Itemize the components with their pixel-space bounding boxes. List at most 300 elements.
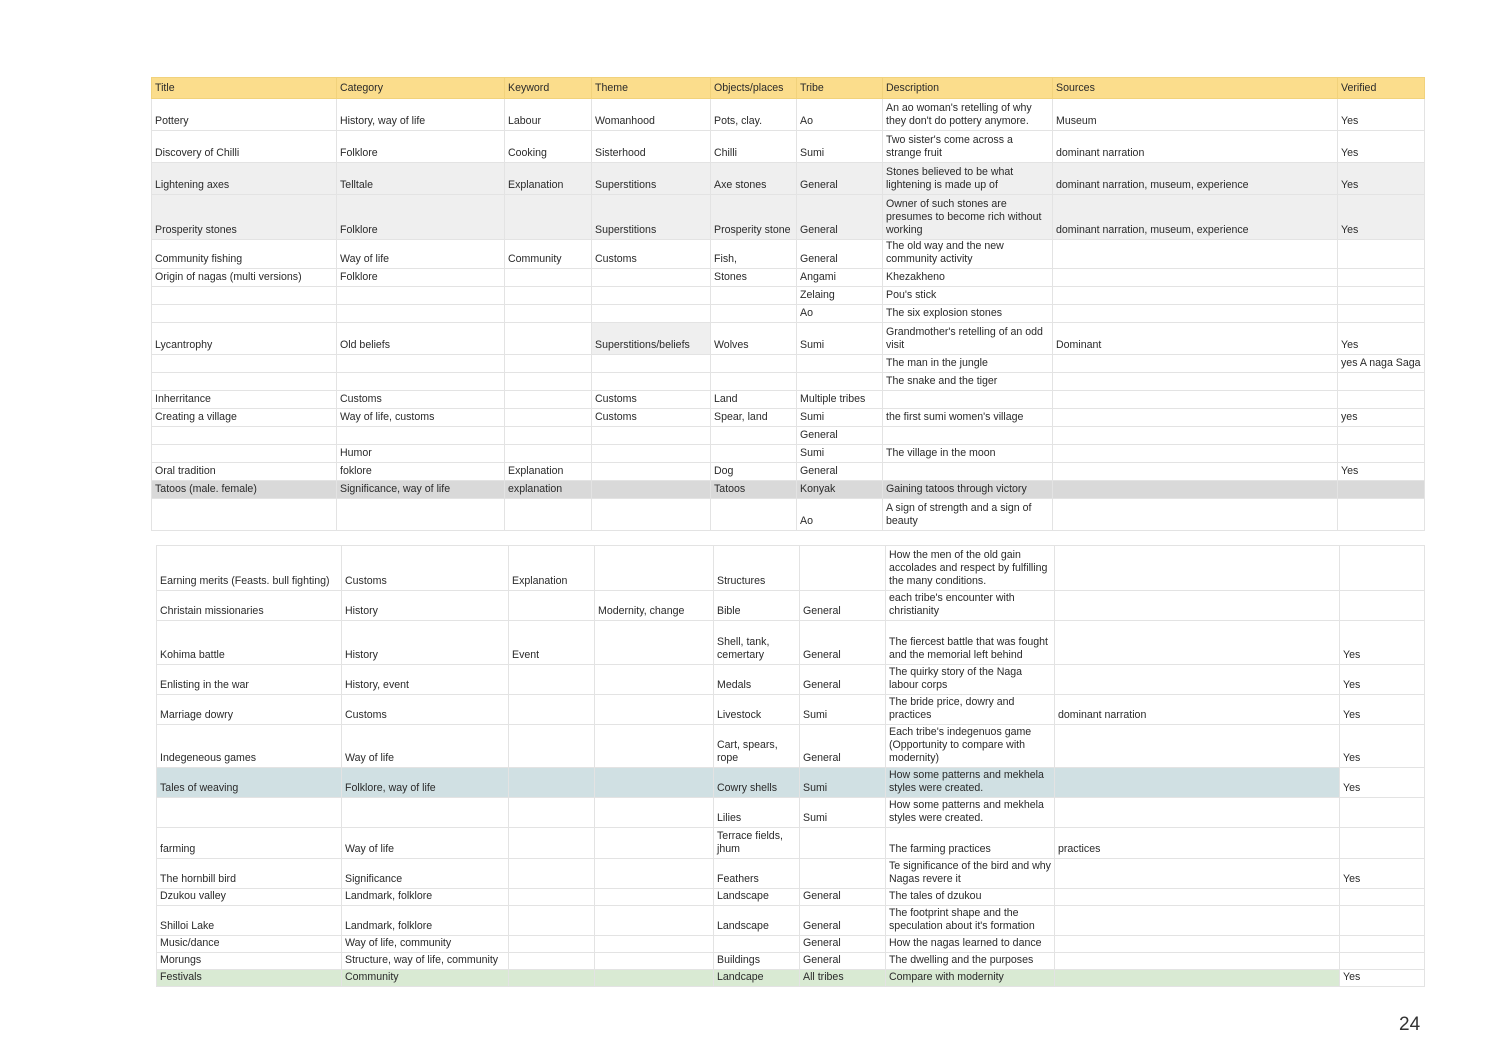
table-row <box>157 970 1425 987</box>
cell-theme <box>595 546 714 591</box>
cell-title: Marriage dowry <box>157 695 342 725</box>
cell-theme: Customs <box>592 240 711 269</box>
cell-description: The bride price, dowry and practices <box>886 695 1055 725</box>
cell-verified: Yes <box>1338 195 1425 240</box>
cell-verified <box>1338 499 1425 531</box>
cell-title: Indegeneous games <box>157 725 342 768</box>
cell-category <box>337 305 505 323</box>
cell-theme <box>592 305 711 323</box>
cell-description: The six explosion stones <box>883 305 1053 323</box>
table-row <box>157 936 1425 953</box>
column-header-description: Description <box>883 78 1053 99</box>
table-row <box>157 665 1425 695</box>
cell-title: Shilloi Lake <box>157 906 342 936</box>
cell-description: The village in the moon <box>883 445 1053 463</box>
cell-title <box>152 305 337 323</box>
cell-keyword: Labour <box>505 99 592 131</box>
cell-objects-places: Medals <box>714 665 800 695</box>
table-row <box>152 427 1425 445</box>
cell-title <box>157 798 342 828</box>
cell-description: Khezakheno <box>883 269 1053 287</box>
table-row <box>152 409 1425 427</box>
cell-category: Structure, way of life, community <box>342 953 509 970</box>
table-row <box>152 163 1425 195</box>
cell-title <box>152 355 337 373</box>
cell-verified <box>1340 798 1425 828</box>
cell-keyword <box>505 287 592 305</box>
cell-objects-places: Bible <box>714 591 800 621</box>
cell-verified <box>1340 546 1425 591</box>
cell-verified <box>1340 906 1425 936</box>
table-row <box>152 391 1425 409</box>
cell-description: How the men of the old gain accolades and respect by fulfilling the many conditions. <box>886 546 1055 591</box>
cell-sources: dominant narration <box>1055 695 1340 725</box>
table-row <box>152 131 1425 163</box>
table-row <box>157 906 1425 936</box>
cell-keyword <box>509 953 595 970</box>
cell-keyword <box>509 889 595 906</box>
cell-verified <box>1340 953 1425 970</box>
cell-description <box>883 427 1053 445</box>
cell-keyword <box>505 269 592 287</box>
cell-description: Two sister's come across a strange fruit <box>883 131 1053 163</box>
cell-tribe: Multiple tribes <box>797 391 883 409</box>
cell-verified <box>1338 427 1425 445</box>
cell-objects-places: Shell, tank, cemertary <box>714 621 800 665</box>
cell-description <box>883 463 1053 481</box>
cell-theme <box>595 798 714 828</box>
cell-keyword <box>509 768 595 798</box>
cell-tribe <box>797 355 883 373</box>
cell-category: Folklore <box>337 195 505 240</box>
cell-tribe: Ao <box>797 499 883 531</box>
cell-keyword <box>505 355 592 373</box>
cell-tribe: General <box>800 936 886 953</box>
cell-description: The fiercest battle that was fought and the memorial left behind <box>886 621 1055 665</box>
cell-description: The snake and the tiger <box>883 373 1053 391</box>
cell-objects-places <box>711 355 797 373</box>
cell-theme: Womanhood <box>592 99 711 131</box>
header-row <box>152 78 1425 99</box>
cell-description: The old way and the new community activity <box>883 240 1053 269</box>
cell-sources <box>1055 936 1340 953</box>
cell-sources <box>1053 409 1338 427</box>
cell-keyword <box>509 725 595 768</box>
cell-description: Pou's stick <box>883 287 1053 305</box>
cell-keyword: Community <box>505 240 592 269</box>
cell-tribe: Sumi <box>797 323 883 355</box>
cell-objects-places: Lilies <box>714 798 800 828</box>
column-header-theme: Theme <box>592 78 711 99</box>
cell-description: Grandmother's retelling of an odd visit <box>883 323 1053 355</box>
cell-category <box>337 373 505 391</box>
cell-category: Significance <box>342 859 509 889</box>
cell-sources <box>1055 798 1340 828</box>
cell-verified <box>1340 591 1425 621</box>
cell-keyword <box>505 305 592 323</box>
column-header-verified: Verified <box>1338 78 1425 99</box>
cell-theme <box>595 828 714 859</box>
cell-title: Inherritance <box>152 391 337 409</box>
cell-verified <box>1338 445 1425 463</box>
cell-sources <box>1053 355 1338 373</box>
cell-title: The hornbill bird <box>157 859 342 889</box>
cell-category: History <box>342 591 509 621</box>
cell-title: Prosperity stones <box>152 195 337 240</box>
cell-description: The footprint shape and the speculation about it's formation <box>886 906 1055 936</box>
cell-title <box>152 427 337 445</box>
cell-verified: yes A naga Saga <box>1338 355 1425 373</box>
cell-tribe: General <box>800 665 886 695</box>
cell-objects-places: Axe stones <box>711 163 797 195</box>
cell-tribe: Ao <box>797 99 883 131</box>
cell-sources <box>1055 906 1340 936</box>
cell-sources <box>1055 953 1340 970</box>
table-row <box>157 828 1425 859</box>
cell-category: Telltale <box>337 163 505 195</box>
cell-title: Origin of nagas (multi versions) <box>152 269 337 287</box>
cell-theme <box>595 970 714 987</box>
cell-tribe: General <box>797 163 883 195</box>
cell-objects-places: Tatoos <box>711 481 797 499</box>
cell-objects-places: Pots, clay. <box>711 99 797 131</box>
cell-description: The quirky story of the Naga labour corps <box>886 665 1055 695</box>
cell-tribe: Angami <box>797 269 883 287</box>
cell-category: History, way of life <box>337 99 505 131</box>
table-row <box>157 859 1425 889</box>
stories-table-part-2 <box>156 545 1425 987</box>
cell-keyword <box>505 427 592 445</box>
cell-sources <box>1055 889 1340 906</box>
cell-category: Customs <box>342 695 509 725</box>
cell-sources <box>1053 240 1338 269</box>
cell-keyword <box>509 695 595 725</box>
cell-verified: Yes <box>1338 163 1425 195</box>
cell-tribe <box>800 546 886 591</box>
cell-title: Tatoos (male. female) <box>152 481 337 499</box>
cell-tribe: All tribes <box>800 970 886 987</box>
cell-category: Customs <box>337 391 505 409</box>
cell-title: Pottery <box>152 99 337 131</box>
cell-category: Landmark, folklore <box>342 906 509 936</box>
cell-sources <box>1055 546 1340 591</box>
cell-keyword: Explanation <box>505 463 592 481</box>
cell-objects-places: Fish, <box>711 240 797 269</box>
cell-tribe: General <box>800 591 886 621</box>
cell-sources <box>1053 463 1338 481</box>
cell-verified: Yes <box>1340 621 1425 665</box>
cell-title: Oral tradition <box>152 463 337 481</box>
cell-verified <box>1338 269 1425 287</box>
table-row <box>152 499 1425 531</box>
cell-verified <box>1340 889 1425 906</box>
cell-sources <box>1053 305 1338 323</box>
cell-keyword: Explanation <box>505 163 592 195</box>
table-row <box>152 287 1425 305</box>
cell-tribe: General <box>800 621 886 665</box>
cell-title: Music/dance <box>157 936 342 953</box>
cell-objects-places: Prosperity stone <box>711 195 797 240</box>
cell-tribe: General <box>797 463 883 481</box>
cell-category: Community <box>342 970 509 987</box>
cell-sources: Dominant <box>1053 323 1338 355</box>
cell-tribe: Ao <box>797 305 883 323</box>
cell-theme <box>592 287 711 305</box>
cell-theme <box>595 906 714 936</box>
cell-theme: Sisterhood <box>592 131 711 163</box>
cell-verified: Yes <box>1338 463 1425 481</box>
cell-description: The dwelling and the purposes <box>886 953 1055 970</box>
cell-category: Way of life <box>337 240 505 269</box>
cell-verified: Yes <box>1340 768 1425 798</box>
cell-tribe: Sumi <box>800 768 886 798</box>
column-header-sources: Sources <box>1053 78 1338 99</box>
cell-objects-places: Terrace fields, jhum <box>714 828 800 859</box>
cell-category: Significance, way of life <box>337 481 505 499</box>
cell-description: How some patterns and mekhela styles were created. <box>886 798 1055 828</box>
cell-title <box>152 287 337 305</box>
cell-verified <box>1338 305 1425 323</box>
cell-objects-places: Wolves <box>711 323 797 355</box>
cell-keyword <box>509 859 595 889</box>
cell-theme <box>592 499 711 531</box>
cell-description: Gaining tatoos through victory <box>883 481 1053 499</box>
cell-verified: Yes <box>1338 131 1425 163</box>
cell-sources <box>1055 725 1340 768</box>
cell-theme <box>595 889 714 906</box>
cell-sources <box>1053 499 1338 531</box>
cell-theme: Modernity, change <box>595 591 714 621</box>
cell-description: The man in the jungle <box>883 355 1053 373</box>
cell-verified <box>1338 287 1425 305</box>
cell-objects-places: Landscape <box>714 889 800 906</box>
cell-verified: Yes <box>1340 725 1425 768</box>
cell-category: Folklore <box>337 269 505 287</box>
cell-tribe <box>800 828 886 859</box>
cell-category: History <box>342 621 509 665</box>
cell-description: Each tribe's indegenuos game (Opportunity to compare with modernity) <box>886 725 1055 768</box>
table-row <box>157 591 1425 621</box>
cell-objects-places: Feathers <box>714 859 800 889</box>
cell-category: Way of life <box>342 725 509 768</box>
cell-objects-places <box>714 936 800 953</box>
cell-description: The tales of dzukou <box>886 889 1055 906</box>
cell-verified <box>1340 828 1425 859</box>
table-row <box>157 889 1425 906</box>
cell-category: foklore <box>337 463 505 481</box>
cell-tribe: General <box>800 906 886 936</box>
column-header-category: Category <box>337 78 505 99</box>
cell-sources <box>1053 373 1338 391</box>
cell-tribe <box>800 859 886 889</box>
cell-sources <box>1053 287 1338 305</box>
cell-verified: Yes <box>1340 665 1425 695</box>
cell-category <box>337 287 505 305</box>
cell-tribe: Zelaing <box>797 287 883 305</box>
cell-title: Christain missionaries <box>157 591 342 621</box>
cell-category: Folklore <box>337 131 505 163</box>
cell-theme <box>592 373 711 391</box>
cell-tribe: General <box>797 427 883 445</box>
cell-keyword <box>505 409 592 427</box>
cell-sources <box>1053 481 1338 499</box>
cell-keyword <box>505 373 592 391</box>
cell-sources <box>1053 445 1338 463</box>
cell-theme <box>595 665 714 695</box>
column-header-keyword: Keyword <box>505 78 592 99</box>
cell-sources <box>1053 269 1338 287</box>
cell-objects-places: Dog <box>711 463 797 481</box>
cell-title: Tales of weaving <box>157 768 342 798</box>
cell-description: the first sumi women's village <box>883 409 1053 427</box>
cell-verified <box>1340 936 1425 953</box>
cell-objects-places <box>711 499 797 531</box>
cell-description: How some patterns and mekhela styles were created. <box>886 768 1055 798</box>
table-row <box>152 240 1425 269</box>
cell-keyword <box>505 323 592 355</box>
cell-tribe: General <box>800 889 886 906</box>
cell-objects-places: Landcape <box>714 970 800 987</box>
cell-tribe: Sumi <box>797 409 883 427</box>
cell-theme <box>595 725 714 768</box>
cell-keyword: explanation <box>505 481 592 499</box>
stories-table-part-1 <box>151 77 1425 531</box>
table-row <box>152 481 1425 499</box>
cell-theme: Superstitions <box>592 163 711 195</box>
cell-keyword <box>505 499 592 531</box>
cell-category <box>337 355 505 373</box>
table-row <box>152 463 1425 481</box>
cell-sources <box>1055 859 1340 889</box>
cell-title: Lycantrophy <box>152 323 337 355</box>
cell-keyword <box>505 195 592 240</box>
cell-objects-places: Buildings <box>714 953 800 970</box>
cell-sources <box>1055 621 1340 665</box>
cell-verified <box>1338 481 1425 499</box>
cell-sources: dominant narration, museum, experience <box>1053 195 1338 240</box>
cell-verified <box>1338 240 1425 269</box>
table-row <box>157 695 1425 725</box>
cell-category: Landmark, folklore <box>342 889 509 906</box>
cell-title: Morungs <box>157 953 342 970</box>
cell-objects-places: Livestock <box>714 695 800 725</box>
cell-theme <box>595 953 714 970</box>
table-row <box>157 621 1425 665</box>
cell-description: each tribe's encounter with christianity <box>886 591 1055 621</box>
cell-category <box>337 427 505 445</box>
cell-sources: practices <box>1055 828 1340 859</box>
cell-theme <box>592 481 711 499</box>
table-row <box>157 546 1425 591</box>
cell-category: Old beliefs <box>337 323 505 355</box>
table-row <box>157 798 1425 828</box>
cell-title: Community fishing <box>152 240 337 269</box>
cell-title: Creating a village <box>152 409 337 427</box>
cell-theme <box>592 445 711 463</box>
cell-sources <box>1055 591 1340 621</box>
cell-description: Te significance of the bird and why Nagas revere it <box>886 859 1055 889</box>
cell-objects-places <box>711 305 797 323</box>
cell-category <box>342 798 509 828</box>
table-row <box>152 269 1425 287</box>
table-row <box>152 99 1425 131</box>
table-row <box>152 355 1425 373</box>
cell-tribe: Sumi <box>797 131 883 163</box>
cell-title: Enlisting in the war <box>157 665 342 695</box>
cell-objects-places: Chilli <box>711 131 797 163</box>
cell-objects-places <box>711 427 797 445</box>
cell-theme: Superstitions <box>592 195 711 240</box>
cell-objects-places: Land <box>711 391 797 409</box>
cell-keyword: Event <box>509 621 595 665</box>
cell-description <box>883 391 1053 409</box>
cell-category: History, event <box>342 665 509 695</box>
column-header-title: Title <box>152 78 337 99</box>
cell-theme <box>592 427 711 445</box>
cell-title: Lightening axes <box>152 163 337 195</box>
cell-theme <box>595 621 714 665</box>
cell-theme <box>595 768 714 798</box>
cell-keyword <box>509 906 595 936</box>
cell-description: Owner of such stones are presumes to become rich without working <box>883 195 1053 240</box>
cell-keyword <box>509 970 595 987</box>
cell-verified: Yes <box>1340 859 1425 889</box>
cell-description: How the nagas learned to dance <box>886 936 1055 953</box>
cell-sources <box>1053 391 1338 409</box>
cell-verified: Yes <box>1340 970 1425 987</box>
table-row <box>152 373 1425 391</box>
column-header-tribe: Tribe <box>797 78 883 99</box>
cell-verified <box>1338 391 1425 409</box>
table-row <box>157 768 1425 798</box>
cell-objects-places: Cowry shells <box>714 768 800 798</box>
cell-verified: yes <box>1338 409 1425 427</box>
cell-category: Way of life <box>342 828 509 859</box>
cell-title <box>152 499 337 531</box>
cell-description: The farming practices <box>886 828 1055 859</box>
cell-theme <box>592 463 711 481</box>
cell-theme <box>592 355 711 373</box>
table-row <box>152 305 1425 323</box>
cell-verified <box>1338 373 1425 391</box>
cell-category: Way of life, community <box>342 936 509 953</box>
cell-title: Earning merits (Feasts. bull fighting) <box>157 546 342 591</box>
cell-sources: Museum <box>1053 99 1338 131</box>
cell-theme: Customs <box>592 409 711 427</box>
cell-title: Discovery of Chilli <box>152 131 337 163</box>
cell-keyword <box>509 798 595 828</box>
cell-theme <box>595 936 714 953</box>
cell-sources: dominant narration <box>1053 131 1338 163</box>
cell-title: Dzukou valley <box>157 889 342 906</box>
cell-title <box>152 373 337 391</box>
cell-objects-places: Structures <box>714 546 800 591</box>
cell-sources <box>1055 665 1340 695</box>
cell-sources <box>1053 427 1338 445</box>
cell-objects-places <box>711 373 797 391</box>
cell-objects-places: Spear, land <box>711 409 797 427</box>
cell-title: Festivals <box>157 970 342 987</box>
cell-description: A sign of strength and a sign of beauty <box>883 499 1053 531</box>
cell-tribe: Sumi <box>800 798 886 828</box>
cell-keyword: Cooking <box>505 131 592 163</box>
cell-category <box>337 499 505 531</box>
cell-keyword <box>505 445 592 463</box>
cell-title: farming <box>157 828 342 859</box>
cell-sources <box>1055 768 1340 798</box>
cell-theme: Customs <box>592 391 711 409</box>
cell-title <box>152 445 337 463</box>
